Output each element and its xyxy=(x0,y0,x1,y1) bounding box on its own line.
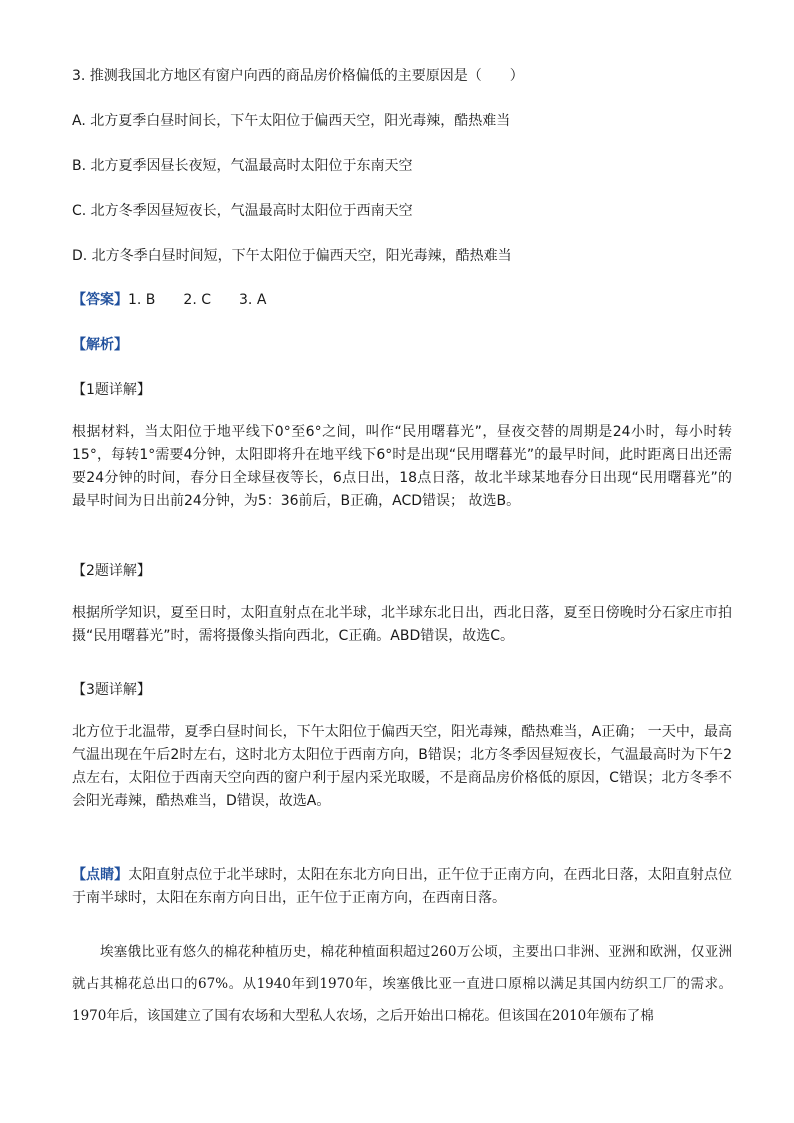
material-paragraph: 埃塞俄比亚有悠久的棉花种植历史，棉花种植面积超过260万公顷，主要出口非洲、亚洲和欧洲，仅亚洲就占其棉花总出口的67%。从1940年到1970年，埃塞俄比亚一直进口原棉以满足其国内纺织工厂的需求。1970年后，该国建立了国有农场和大型私人农场，之后开始出口棉花。但该国在2010年颁布了棉 xyxy=(72,944,732,1024)
detail-1-text: 根据材料，当太阳位于地平线下0°至6°之间，叫作“民用曙暮光”，昼夜交替的周期是24小时，每小时转15°，每转1°需要4分钟，太阳即将升在地平线下6°时是出现“民用曙暮光”的最早时间，此时距离日出还需要24分钟的时间，春分日全球昼夜等长，6点日出，18点日落，故北半球某地春分日出现“民用曙暮光”的最早时间为日出前24分钟，为5：36前后，B正确，ACD错误； 故选B。 xyxy=(72,424,732,509)
answer-item-2: 2. C xyxy=(183,292,212,308)
note-text: 太阳直射点位于北半球时，太阳在东北方向日出，正午位于正南方向，在西北日落，太阳直射点位于南半球时，太阳在东南方向日出，正午位于正南方向，在西南日落。 xyxy=(72,867,733,906)
option-d: D. 北方冬季白昼时间短，下午太阳位于偏西天空，阳光毒辣，酷热难当 xyxy=(72,248,512,264)
option-b: B. 北方夏季因昼长夜短，气温最高时太阳位于东南天空 xyxy=(72,158,413,174)
detail-2-text: 根据所学知识，夏至日时，太阳直射点在北半球，北半球东北日出，西北日落，夏至日傍晚时分石家庄市拍摄“民用曙暮光”时，需将摄像头指向西北，C正确。ABD错误，故选C。 xyxy=(72,605,732,644)
question-stem: 3. 推测我国北方地区有窗户向西的商品房价格偏低的主要原因是（ ） xyxy=(72,68,524,84)
answer-line xyxy=(72,290,294,310)
option-c: C. 北方冬季因昼短夜长，气温最高时太阳位于西南天空 xyxy=(72,203,413,219)
answer-item-3: 3. A xyxy=(239,292,267,308)
detail-1-title: 【1题详解】 xyxy=(72,382,151,398)
answer-item-1: 1. B xyxy=(128,292,156,308)
detail-3-text: 北方位于北温带，夏季白昼时间长，下午太阳位于偏西天空，阳光毒辣，酷热难当，A正确； 一天中，最高气温出现在午后2时左右，这时北方太阳位于西南方向，B错误；北方冬季因昼短夜长，气温最高时为下午2点左右，太阳位于西南天空向西的窗户利于屋内采光取暖，不是商品房价格低的原因，C错误；北方冬季不会阳光毒辣，酷热难当，D错误，故选A。 xyxy=(72,724,732,809)
answer-tag: 【答案】 xyxy=(72,292,128,308)
note-tag: 【点睛】 xyxy=(72,867,129,883)
analysis-tag: 【解析】 xyxy=(72,337,128,353)
detail-3-title: 【3题详解】 xyxy=(72,682,151,698)
detail-2-title: 【2题详解】 xyxy=(72,563,151,579)
option-a: A. 北方夏季白昼时间长，下午太阳位于偏西天空，阳光毒辣，酷热难当 xyxy=(72,113,511,129)
note-paragraph xyxy=(72,864,732,910)
